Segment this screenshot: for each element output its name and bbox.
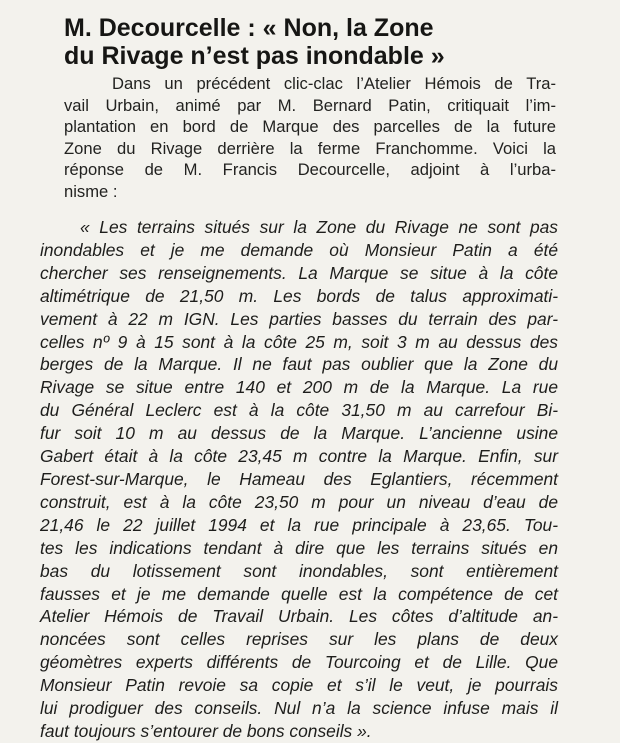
quote-line: altimétrique de 21,50 m. Les bords de talus approximati- (40, 285, 558, 306)
article-title (64, 14, 445, 70)
quote-line: berges de la Marque. Il ne faut pas oublier que la Zone du (40, 354, 558, 375)
intro-line: Dans un précédent clic-clac l’Atelier Hémois de Tra- (112, 74, 556, 93)
quote-line: Forest-sur-Marque, le Hameau des Eglantiers, récemment (40, 468, 558, 489)
intro-line: réponse de M. Francis Decourcelle, adjoint à l’urba- (64, 160, 556, 179)
title-line: M. Decourcelle : « Non, la Zone (64, 14, 434, 42)
quote-line: fur soit 10 m au dessus de la Marque. L’ancienne usine (40, 423, 558, 444)
intro-line: Zone du Rivage derrière la ferme Franchomme. Voici la (64, 138, 556, 158)
article-intro (64, 73, 556, 202)
quote-line: Monsieur Patin revoie sa copie et s’il le veut, je pourrais (40, 675, 558, 696)
quote-line: inondables et je me demande où Monsieur Patin a été (40, 239, 558, 260)
quote-line: du Général Leclerc est à la côte 31,50 m au carrefour Bi- (40, 400, 558, 421)
quote-line: bas du lotissement sont inondables, sont entièrement (40, 560, 558, 581)
quote-line: tes les indications tendant à dire que les terrains situés en (40, 537, 558, 558)
quote-line: 21,46 le 22 juillet 1994 et la rue principale à 23,65. Tou- (40, 514, 558, 535)
quote-line: lui prodiguer des conseils. Nul n’a la science infuse mais il (40, 698, 558, 719)
quote-line: Atelier Hémois de Travail Urbain. Les côtes d’altitude an- (40, 606, 558, 627)
quote-line: chercher ses renseignements. La Marque se situe à la côte (40, 262, 558, 283)
quote-line: « Les terrains situés sur la Zone du Rivage ne sont pas (80, 217, 558, 237)
quote-line: noncées sont celles reprises sur les plans de deux (40, 629, 558, 650)
quote-line: faut toujours s’entourer de bons conseils ». (40, 720, 372, 741)
quote-line: construit, est à la côte 23,50 m pour un niveau d’eau de (40, 491, 558, 512)
intro-line: plantation en bord de Marque des parcelles de la future (64, 117, 556, 136)
quote-line: Gabert était à la côte 23,45 m contre la Marque. Enfin, sur (40, 446, 558, 467)
quote-line: vement à 22 m IGN. Les parties basses du terrain des par- (40, 308, 558, 329)
intro-line: nisme : (64, 181, 118, 201)
quote-line: Rivage se situe entre 140 et 200 m de la Marque. La rue (40, 377, 558, 398)
quote-line: géomètres experts différents de Tourcoing et de Lille. Que (40, 652, 558, 673)
intro-line: vail Urbain, animé par M. Bernard Patin, critiquait l’im- (64, 95, 556, 115)
quote-line: fausses et je me demande quelle est la compétence de cet (40, 583, 558, 604)
article-quote (40, 216, 558, 743)
quote-line: celles nº 9 à 15 sont à la côte 25 m, soit 3 m au dessus des (40, 331, 558, 352)
title-line: du Rivage n’est pas inondable » (64, 42, 445, 70)
